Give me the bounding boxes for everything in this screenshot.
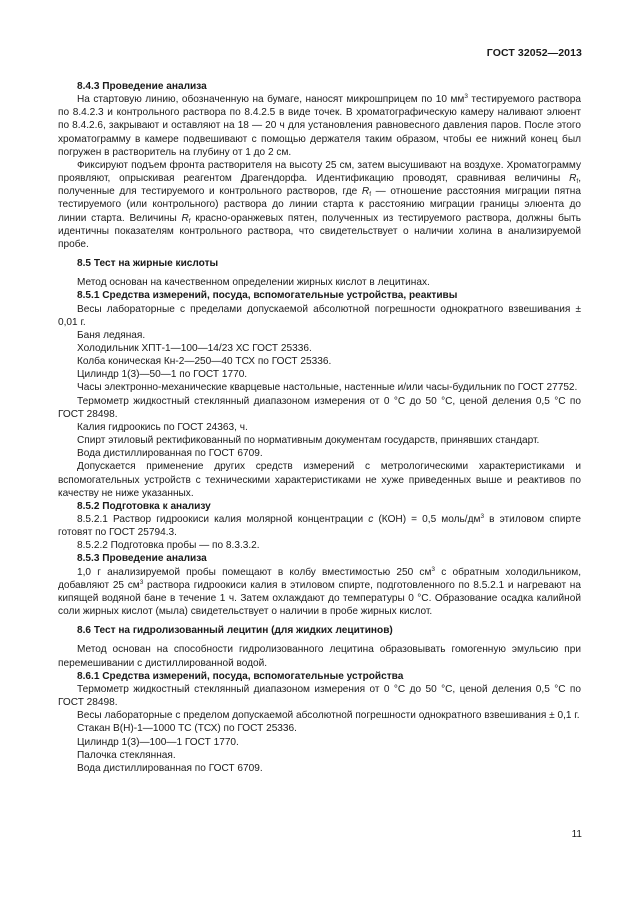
section-heading-8-5: 8.5 Тест на жирные кислоты <box>77 258 219 270</box>
section-heading-8-4-3: 8.4.3 Проведение анализа <box>77 81 207 92</box>
paragraph-8-5-intro: Метод основан на качественном определении жирных кислот в лецитинах. <box>77 277 430 289</box>
list-item: Цилиндр 1(3)—50—1 по ГОСТ 1770. <box>77 369 248 381</box>
section-heading-8-5-3: 8.5.3 Проведение анализа <box>77 553 207 565</box>
paragraph-8-5-2-2: 8.5.2.2 Подготовка пробы — по 8.3.3.2. <box>77 540 260 552</box>
paragraph-8-5-2-1: 8.5.2.1 Раствор гидроокиси калия молярной концентрации c (КОН) = 0,5 моль/$дм^3$ в этиловом спирте готовят по ГОСТ 25794.3. <box>58 513 582 539</box>
section-heading-8-5-2: 8.5.2 Подготовка к анализу <box>77 500 211 512</box>
paragraph-8-6-intro: Метод основан на способности гидролизованного лецитина образовывать гомогенную эмульсию при перемешивании с дистиллированной водой. <box>58 644 581 669</box>
section-heading-8-5-1: 8.5.1 Средства измерений, посуда, вспомогательные устройства, реактивы <box>77 290 458 302</box>
paragraph-8-4-3-2: Фиксируют подъем фронта растворителя на высоту 25 см, затем высушивают на воздухе. Хроматограмму проявляют, опрыскивая реагентом Драгендорфа. Идентификацию проводят, сравнивая величины $R_f$, полученные для тестируемого и контрольного растворов, где $R_f$ — отношение расстояния миграции пятна тестируемого (или контрольного) раствора до линии старта к расстоянию миграции границы элюента до линии старта. Величины $R_f$ красно-оранжевых пятен, полученных из тестируемого раствора, должны быть идентичны показателям контрольного раствора, что свидетельствует о наличии холина в анализируемой пробе. <box>58 159 581 250</box>
list-item: Весы лабораторные с пределом допускаемой абсолютной погрешности однократного взвешивания ± 0,1 г. <box>77 710 580 722</box>
list-item: Термометр жидкостный стеклянный диапазоном измерения от 0 °С до 50 °С, ценой деления 0,5 °С по ГОСТ 28498. <box>58 683 581 709</box>
list-item: Вода дистиллированная по ГОСТ 6709. <box>77 448 263 460</box>
section-heading-8-6: 8.6 Тест на гидролизованный лецитин (для жидких лецитинов) <box>77 625 393 637</box>
list-item: Допускается применение других средств измерений с метрологическими характеристиками и вспомогательных устройств с техническими характеристиками не хуже приведенных выше и реактивов по качеству не ниже указанных. <box>58 461 581 499</box>
list-item: Колба коническая Кн-2—250—40 ТСХ по ГОСТ 25336. <box>77 356 332 368</box>
list-item: Термометр жидкостный стеклянный диапазоном измерения от 0 °С до 50 °С, ценой деления 0,5 °С по ГОСТ 28498. <box>58 395 581 420</box>
list-item: Палочка стеклянная. <box>77 749 176 761</box>
page-number: 11 <box>571 829 582 840</box>
list-item: Стакан В(Н)-1—1000 ТС (ТСХ) по ГОСТ 25336. <box>77 723 297 735</box>
list-item: Калия гидроокись по ГОСТ 24363, ч. <box>77 421 248 433</box>
document-body <box>58 80 581 775</box>
paragraph-8-5-3-1: 1,0 г анализируемой пробы помещают в колбу вместимостью 250 $см^3$ с обратным холодильником, добавляют 25 $см^3$ раствора гидроокиси калия в этиловом спирте, подготовленного по 8.5.2.1 и нагревают на кипящей водяной бане в течение 1 ч. Затем охлаждают до температуры 0 °С. Образование осадка калийной соли жирных кислот (мыла) свидетельствует о наличии в пробе жирных кислот. <box>58 565 581 618</box>
list-item: Часы электронно-механические кварцевые настольные, настенные и/или часы-будильник по ГОСТ 27752. <box>77 382 578 394</box>
list-item: Вода дистиллированная по ГОСТ 6709. <box>77 762 263 774</box>
list-item: Спирт этиловый ректификованный по нормативным документам государств, принявших стандарт. <box>77 435 540 447</box>
paragraph-8-4-3-1: На стартовую линию, обозначенную на бумаге, наносят микрошприцем по 10 $мм^3$ тестируемого раствора по 8.4.2.3 и контрольного раствора по 8.4.2.5 в виде точек. В хроматографическую камеру наливают элюент по 8.4.2.6, закрывают и оставляют на 18 — 20 ч для установления равновесного давления паров. После этого хроматограмму в камере подвешивают с помощью держателя таким образом, чтобы ее нижний конец был погружен в растворитель на глубину от 1 до 2 см. <box>58 93 581 158</box>
list-item: Холодильник ХПТ-1—100—14/23 ХС ГОСТ 25336. <box>77 342 312 354</box>
list-item: Весы лабораторные с пределами допускаемой абсолютной погрешности однократного взвешивания ± 0,01 г. <box>58 303 581 328</box>
document-code-header: ГОСТ 32052—2013 <box>486 47 582 59</box>
list-item: Баня ледяная. <box>77 329 146 341</box>
section-heading-8-6-1: 8.6.1 Средства измерений, посуда, вспомогательные устройства <box>77 670 404 682</box>
list-item: Цилиндр 1(3)—100—1 ГОСТ 1770. <box>77 736 239 748</box>
